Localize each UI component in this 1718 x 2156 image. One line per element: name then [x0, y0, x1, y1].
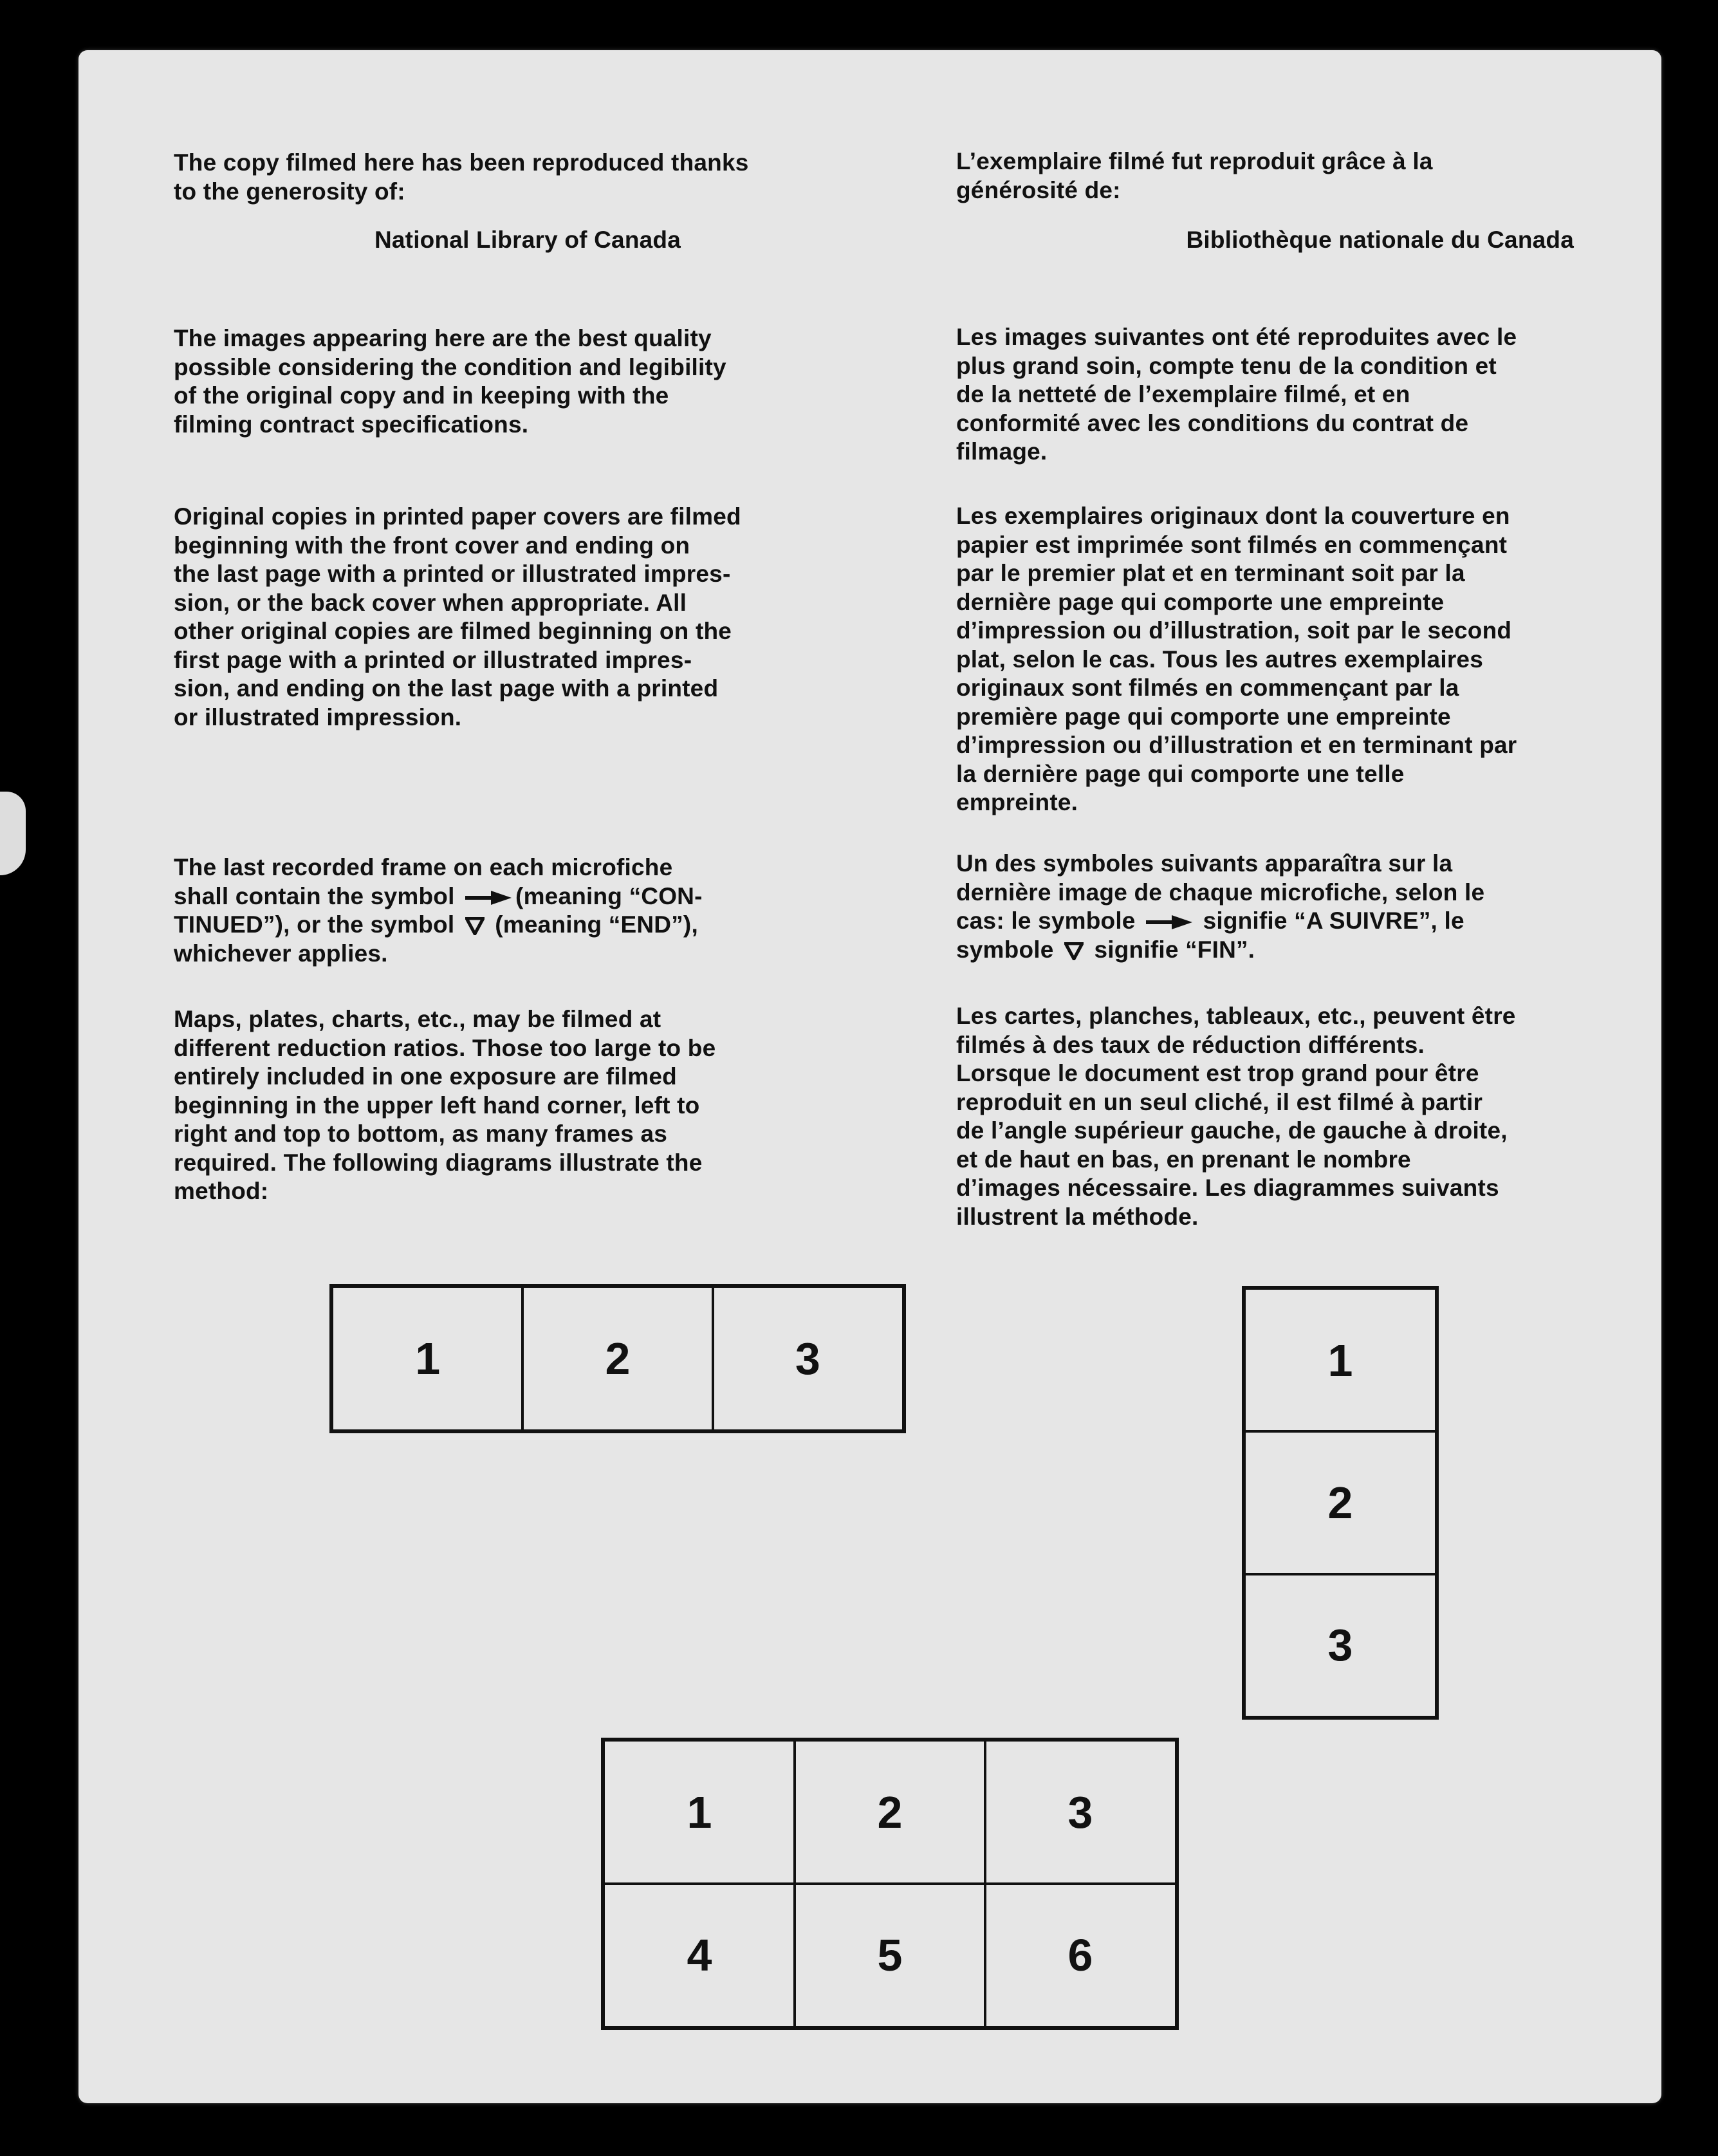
text-line: beginning in the upper left hand corner, left to	[174, 1092, 700, 1119]
frame-cell: 1	[1244, 1288, 1437, 1433]
maps-paragraph-fr	[956, 1002, 1600, 1231]
text-line: Original copies in printed paper covers are filmed	[174, 503, 741, 530]
diagram-column-three-frames	[1242, 1286, 1439, 1720]
text-line: empreinte.	[956, 789, 1078, 815]
symbols-line-2a: shall contain the symbol	[174, 882, 455, 909]
text-line: filmage.	[956, 438, 1048, 465]
text-line: reproduit en un seul cliché, il est filmé à partir	[956, 1088, 1483, 1115]
frame-cell: 1	[603, 1740, 796, 1885]
text-line: de la netteté de l’exemplaire filmé, et en	[956, 381, 1410, 407]
text-line: filming contract specifications.	[174, 411, 529, 438]
text-line: originaux sont filmés en commençant par la	[956, 674, 1459, 701]
text-line: required. The following diagrams illustrate the	[174, 1149, 703, 1176]
symbols-line-3b: (meaning “END”),	[495, 911, 698, 938]
symbols-fr-line-2: dernière image de chaque microfiche, selon le	[956, 878, 1485, 906]
frame-cell: 1	[331, 1286, 524, 1431]
text-line: papier est imprimée sont filmés en commençant	[956, 531, 1508, 558]
symbols-line-3a: TINUED”), or the symbol	[174, 911, 455, 938]
covers-paragraph-fr	[956, 502, 1600, 817]
symbols-fr-line-3b: signifie “A SUIVRE”, le	[1203, 907, 1464, 934]
text-line: The images appearing here are the best quality	[174, 325, 712, 351]
text-line: Les exemplaires originaux dont la couverture en	[956, 503, 1510, 529]
credit-paragraph	[174, 149, 843, 206]
symbols-fr-line-4b: signifie “FIN”.	[1094, 936, 1255, 963]
text-line: Maps, plates, charts, etc., may be filmed at	[174, 1006, 661, 1032]
text-line: The copy filmed here has been reproduced thanks	[174, 149, 749, 176]
continued-arrow-icon	[465, 891, 512, 905]
text-line: conformité avec les conditions du contrat de	[956, 409, 1469, 436]
symbols-fr-line-4a: symbole	[956, 936, 1054, 963]
symbols-paragraph-fr	[956, 850, 1600, 964]
text-line: première page qui comporte une empreinte	[956, 703, 1451, 730]
quality-paragraph	[174, 324, 843, 439]
symbols-paragraph	[174, 853, 843, 968]
text-line: plus grand soin, compte tenu de la condition et	[956, 352, 1497, 379]
symbols-fr-line-1: Un des symboles suivants apparaîtra sur la	[956, 850, 1453, 877]
fin-triangle-icon	[1064, 942, 1084, 960]
text-line: different reduction ratios. Those too large to be	[174, 1034, 716, 1061]
text-line: plat, selon le cas. Tous les autres exemplaires	[956, 646, 1483, 673]
text-line: sion, and ending on the last page with a printed	[174, 675, 719, 702]
text-line: d’impression ou d’illustration et en terminant par	[956, 732, 1517, 758]
text-line: the last page with a printed or illustrated impres-	[174, 561, 731, 587]
covers-paragraph	[174, 503, 843, 732]
frame-cell: 6	[984, 1882, 1177, 2028]
diagram-row-three-frames	[329, 1284, 906, 1433]
text-line: first page with a printed or illustrated impres-	[174, 646, 692, 673]
frame-cell: 2	[1244, 1430, 1437, 1575]
quality-paragraph-fr	[956, 323, 1600, 467]
credit-paragraph-fr	[956, 147, 1600, 205]
text-line: et de haut en bas, en prenant le nombre	[956, 1146, 1411, 1173]
maps-paragraph	[174, 1005, 843, 1206]
frame-cell: 3	[984, 1740, 1177, 1885]
text-line: or illustrated impression.	[174, 703, 462, 730]
frame-cell: 2	[793, 1740, 986, 1885]
text-line: illustrent la méthode.	[956, 1203, 1199, 1230]
text-line: la dernière page qui comporte une telle	[956, 760, 1405, 787]
library-name-fr: Bibliothèque nationale du Canada	[1186, 227, 1574, 253]
text-line: Les cartes, planches, tableaux, etc., peuvent être	[956, 1003, 1516, 1029]
library-name: National Library of Canada	[374, 227, 681, 253]
text-line: de l’angle supérieur gauche, de gauche à droite,	[956, 1117, 1508, 1144]
text-line: other original copies are filmed beginning on the	[174, 618, 732, 644]
text-line: method:	[174, 1178, 269, 1204]
text-line: Lorsque le document est trop grand pour être	[956, 1060, 1479, 1086]
frame-cell: 2	[521, 1286, 714, 1431]
symbols-line-1: The last recorded frame on each microfiche	[174, 854, 673, 880]
text-line: générosité de:	[956, 176, 1121, 203]
diagram-grid-six-frames	[601, 1738, 1179, 2030]
text-line: Les images suivantes ont été reproduites avec le	[956, 324, 1517, 350]
text-line: of the original copy and in keeping with the	[174, 382, 669, 409]
frame-cell: 3	[712, 1286, 904, 1431]
text-line: L’exemplaire filmé fut reproduit grâce à la	[956, 148, 1433, 174]
end-triangle-icon	[465, 917, 485, 935]
text-line: dernière page qui comporte une empreinte	[956, 588, 1445, 615]
text-line: d’images nécessaire. Les diagrammes suivants	[956, 1175, 1499, 1201]
text-line: entirely included in one exposure are filmed	[174, 1063, 677, 1090]
text-line: filmés à des taux de réduction différents.	[956, 1031, 1425, 1058]
symbols-line-2b: (meaning “CON-	[515, 882, 703, 909]
text-line: right and top to bottom, as many frames as	[174, 1120, 668, 1147]
frame-cell: 5	[793, 1882, 986, 2028]
film-edge-mark	[0, 792, 26, 875]
frame-cell: 3	[1244, 1573, 1437, 1718]
symbols-line-4: whichever applies.	[174, 940, 388, 967]
frame-cell: 4	[603, 1882, 796, 2028]
suivre-arrow-icon	[1146, 915, 1192, 929]
text-line: possible considering the condition and legibility	[174, 353, 726, 380]
text-line: par le premier plat et en terminant soit par la	[956, 560, 1465, 586]
text-line: beginning with the front cover and ending on	[174, 532, 690, 559]
symbols-fr-line-3a: cas: le symbole	[956, 907, 1136, 934]
text-line: d’impression ou d’illustration, soit par le second	[956, 617, 1512, 644]
text-line: to the generosity of:	[174, 178, 405, 205]
text-line: sion, or the back cover when appropriate. All	[174, 589, 687, 616]
